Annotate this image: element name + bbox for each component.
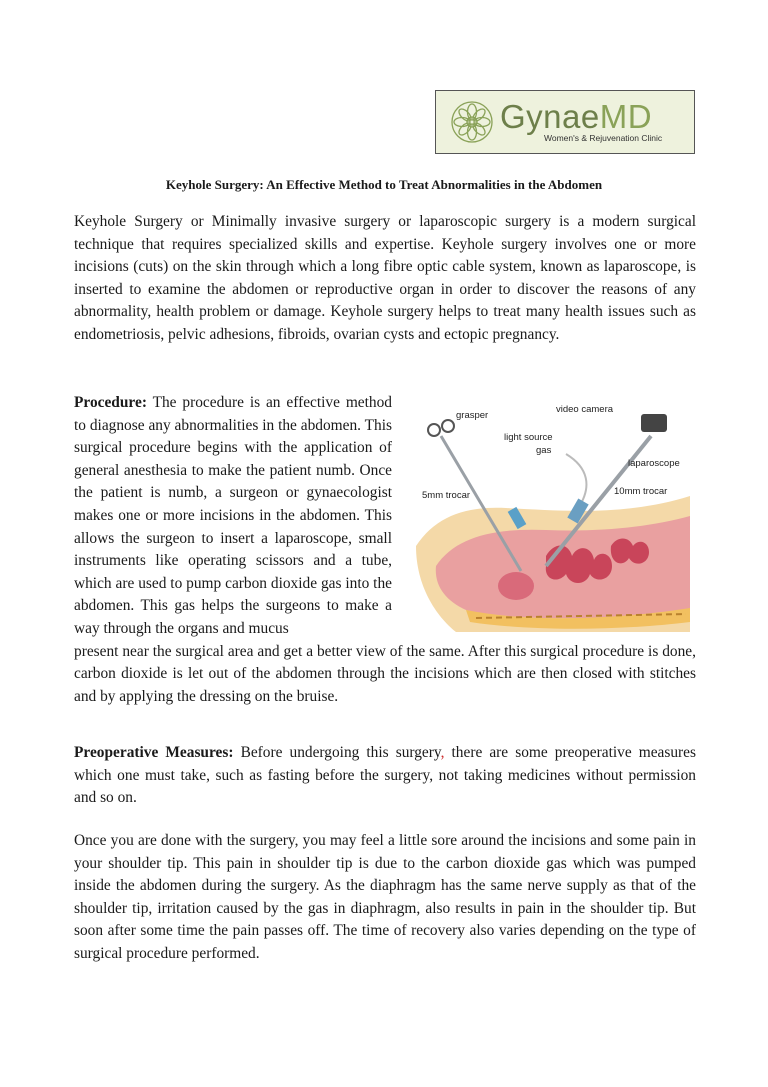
label-10mm-trocar: 10mm trocar [614, 486, 668, 497]
procedure-heading: Procedure: [74, 394, 147, 411]
laparoscopy-diagram [396, 396, 690, 632]
label-grasper: grasper [456, 410, 489, 421]
intro-paragraph: Keyhole Surgery or Minimally invasive surgery or laparoscopic surgery is a modern surgical technique that requires specialized skills and expertise. Keyhole surgery involves one or more incisions (cuts) on the skin through which a long fibre optic cable system, known as laparoscope, is inserted to examine the abdomen or reproductive organ in order to discover the reasons of any abnormality, health problem or damage. Keyhole surgery helps to treat many health issues such as endometriosis, pelvic adhesions, fibroids, ovarian cysts and ectopic pregnancy. [74, 213, 696, 343]
recovery-paragraph: Once you are done with the surgery, you may feel a little sore around the incisions and some pain in your shoulder tip. This pain in shoulder tip is due to the carbon dioxide gas which was pumped inside the abdomen during the surgery. As the diaphragm has the same nerve supply as that of the shoulder tip, irritation caused by the gas in diaphragm, also results in pain in the shoulder tip. But soon after some time the pain passes off. The time of recovery also varies depending on the type of surgical procedure performed. [74, 832, 696, 962]
clinic-name: GynaeMD [500, 98, 653, 135]
clinic-logo [435, 90, 695, 154]
label-5mm-trocar: 5mm trocar [422, 490, 471, 501]
flower-emblem-icon [450, 100, 494, 144]
preoperative-paragraph: Preoperative Measures: Before undergoing this surgery, there are some preoperative measures which one must take, such as fasting before the surgery, not taking medicines without permission and so on. [74, 744, 696, 807]
label-video-camera: video camera [556, 404, 614, 415]
grasper-handle-icon [428, 424, 440, 436]
video-camera-icon [641, 414, 667, 432]
label-light-source: light source [504, 432, 553, 443]
grasper-handle-icon-2 [442, 420, 454, 432]
label-laparoscope: laparoscope [628, 458, 680, 469]
procedure-body-column: The procedure is an effective method to diagnose any abnormalities in the abdomen. This surgical procedure begins with the application of general anesthesia to make the patient numb. Once the patient is numb, a surgeon or gynaecologist makes one or more incisions in the abdomen. This allows the surgeon to insert a laparoscope, small instruments like operating scissors and a tube, which are used to pump carbon dioxide gas into the abdomen. This gas helps the surgeons to make a way through the organs and mucus [74, 394, 392, 637]
document-title: Keyhole Surgery: An Effective Method to Treat Abnormalities in the Abdomen [165, 177, 603, 192]
procedure-column-text [74, 392, 392, 641]
clinic-tagline: Women's & Rejuvenation Clinic [544, 133, 663, 143]
preoperative-heading: Preoperative Measures: [74, 744, 234, 761]
uterus [498, 572, 534, 600]
procedure-body-full: present near the surgical area and get a better view of the same. After this surgical procedure is done, carbon dioxide is let out of the abdomen through the incisions which are then closed with stitches and by applying the dressing on the bruise. [74, 642, 696, 705]
label-gas: gas [536, 445, 552, 456]
